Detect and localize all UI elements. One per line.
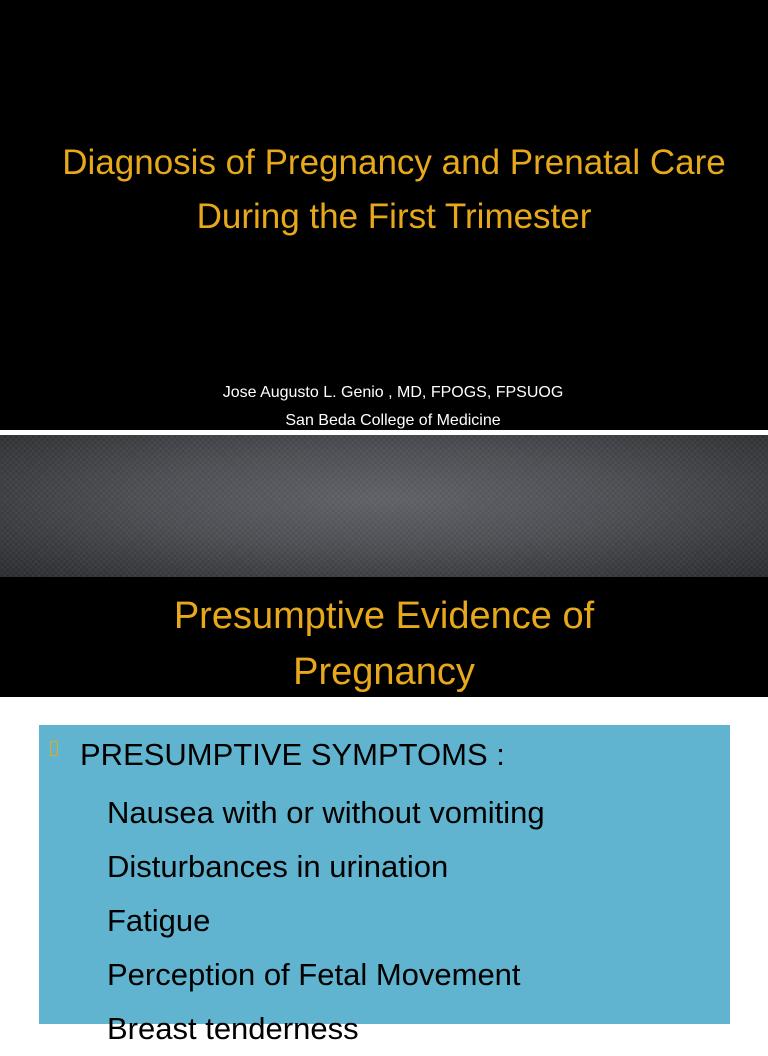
slide-title: [0, 588, 768, 700]
symptom-list: [107, 786, 717, 1056]
list-item: Disturbances in urination: [107, 849, 449, 884]
author-institution: San Beda College of Medicine: [285, 412, 501, 429]
presentation-title: Diagnosis of Pregnancy and Prenatal Care During the First Trimester: [62, 143, 726, 236]
list-item: Nausea with or without vomiting: [107, 795, 545, 830]
symptoms-heading: PRESUMPTIVE SYMPTOMS :: [80, 737, 505, 772]
list-item: Fatigue: [107, 903, 211, 938]
slide-title-line-2: Pregnancy: [293, 651, 475, 693]
square-bullet-icon: [50, 741, 58, 756]
slide-footer-band: [0, 435, 768, 577]
list-item: Perception of Fetal Movement: [107, 957, 521, 992]
slide-title-line-1: Presumptive Evidence of: [173, 595, 595, 637]
list-item: Breast tenderness: [107, 1011, 359, 1046]
author-name: Jose Augusto L. Genio , MD, FPOGS, FPSUOG: [222, 384, 564, 401]
author-block: [0, 379, 768, 435]
title-slide: [0, 0, 768, 430]
